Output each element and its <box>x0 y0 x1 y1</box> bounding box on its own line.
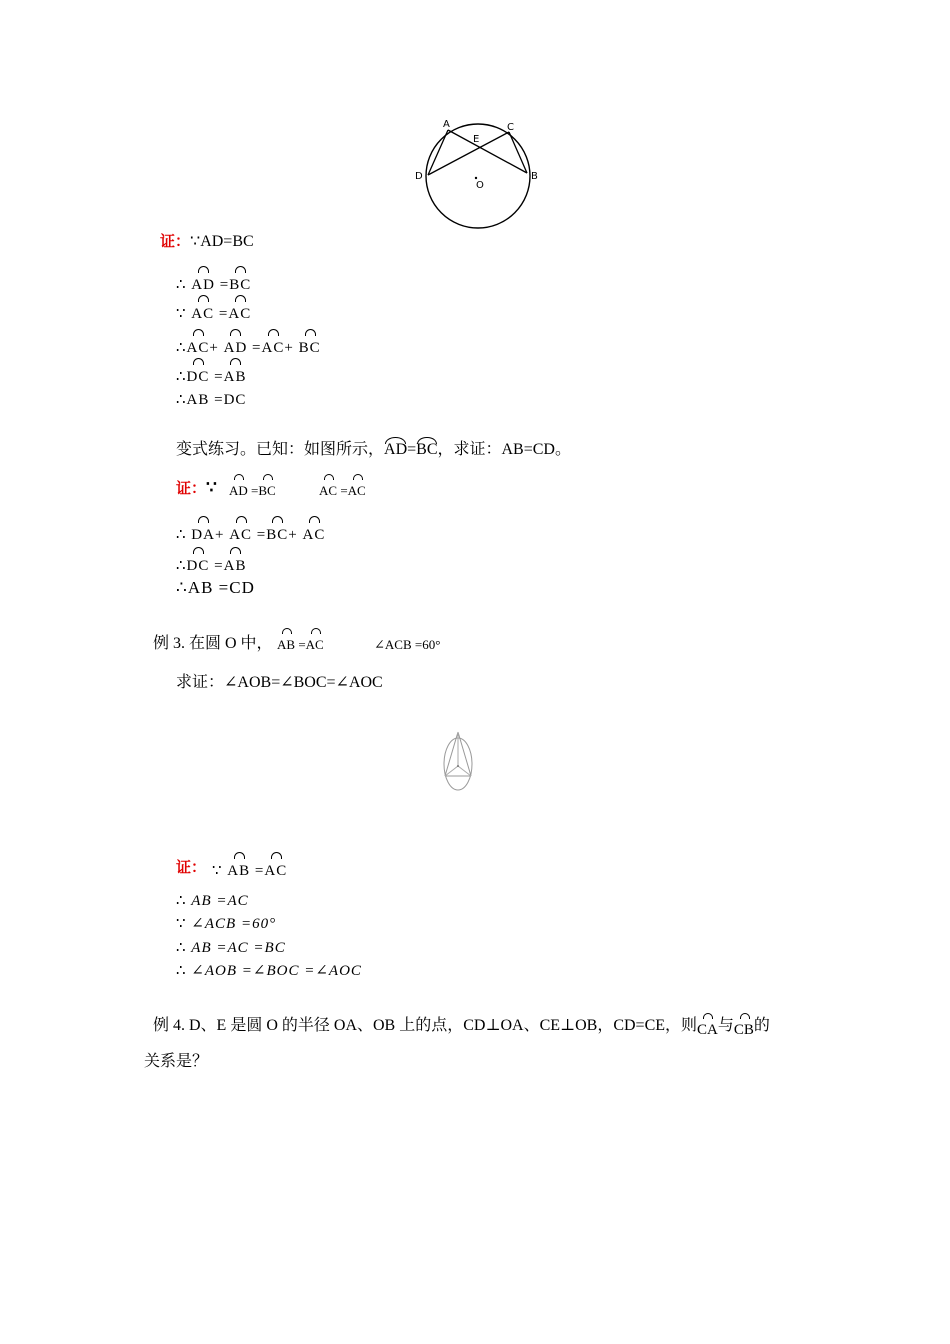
example3-angle: ∠ACB =60° <box>374 637 441 652</box>
circle-figure-2 <box>440 726 476 792</box>
because-symbol: ∵ <box>206 478 217 497</box>
proof2-given-2: AC =AC <box>319 483 366 498</box>
center-dot <box>475 177 477 179</box>
arc-cb: CB <box>733 1022 754 1038</box>
arc-ad: AD <box>384 441 408 458</box>
triangle-left <box>445 732 458 776</box>
chord-ab <box>448 130 527 173</box>
label-d: D <box>415 171 423 182</box>
arc-ac: AC <box>305 637 324 652</box>
proof3-line0 <box>176 856 206 877</box>
arc-bc: BC <box>229 277 252 293</box>
variant-exercise: 变式练习。已知：如图所示，AD=BC，求证：AB=CD。 <box>176 441 571 458</box>
chord-dc <box>428 132 509 175</box>
arc-ad: AD <box>191 277 215 293</box>
arc-ac: AC <box>229 527 253 543</box>
example3-statement: 例 3. 在圆 O 中， <box>153 635 273 652</box>
arc-dc: DC <box>186 558 210 574</box>
proof-label: 证： <box>176 479 207 497</box>
arc-ab: AB <box>227 863 251 879</box>
label-a: A <box>443 119 450 130</box>
arc-ac: AC <box>261 340 285 356</box>
proof2-given-1: AD =BC <box>229 483 276 498</box>
proof2-line1: ∴ DA+ AC =BC+ AC <box>176 527 326 543</box>
label-o: O <box>476 180 484 191</box>
proof2-line0 <box>176 477 217 498</box>
proof1-line1: ∴ AD =BC <box>176 277 252 293</box>
arc-ac: AC <box>302 527 326 543</box>
arc-ac: AC <box>319 483 338 498</box>
arc-bc: BC <box>298 340 321 356</box>
proof1-line2: ∵ AC =AC <box>176 306 252 322</box>
arc-ab: AB <box>223 558 247 574</box>
proof3-line3: ∴ AB =AC =BC <box>176 940 286 956</box>
arc-bc: BC <box>266 527 289 543</box>
proof1-line4: ∴DC =AB <box>176 369 247 385</box>
proof2-line3: ∴AB =CD <box>176 578 255 597</box>
proof-label: 证： <box>160 232 191 250</box>
proof3-line1: ∴ AB =AC <box>176 893 249 909</box>
example4-question: 关系是？ <box>144 1053 209 1070</box>
proof3-line4: ∴ ∠AOB =∠BOC =∠AOC <box>176 963 362 979</box>
triangle-right <box>458 732 471 776</box>
arc-ab: AB <box>277 637 296 652</box>
given-statement: ∵AD=BC <box>190 233 254 250</box>
proof1-line5: ∴AB =DC <box>176 392 247 408</box>
label-e: E <box>473 134 480 145</box>
example4-statement: 例 4. D、E 是圆 O 的半径 OA、OB 上的点，CD⊥OA、CE⊥OB，CD=CE，则CA与CB的 <box>153 1017 770 1038</box>
proof2-line2: ∴DC =AB <box>176 558 247 574</box>
proof-label: 证： <box>176 858 207 876</box>
arc-da: DA <box>191 527 215 543</box>
proof3-given: ∵ AB =AC <box>212 863 288 879</box>
arc-ac: AC <box>228 306 252 322</box>
example3-prove: 求证：∠AOB=∠BOC=∠AOC <box>176 674 383 691</box>
arc-dc: DC <box>186 369 210 385</box>
arc-bc: BC <box>416 441 438 458</box>
label-b: B <box>531 171 538 182</box>
arc-ac: AC <box>191 306 215 322</box>
circle-figure-1 <box>410 112 550 232</box>
arc-ac: AC <box>264 863 288 879</box>
center-dot <box>457 765 459 767</box>
arc-ad: AD <box>223 340 248 356</box>
label-c: C <box>507 122 514 133</box>
arc-ad: AD <box>229 483 248 498</box>
arc-bc: BC <box>258 483 276 498</box>
example3-arcs: AB =AC <box>277 637 324 652</box>
arc-ac: AC <box>347 483 366 498</box>
arc-ab: AB <box>223 369 247 385</box>
arc-ac: AC <box>186 340 210 356</box>
proof1-line3: ∴AC+ AD =AC+ BC <box>176 340 321 356</box>
proof1-line0 <box>160 230 254 251</box>
proof3-line2: ∵ ∠ACB =60° <box>176 916 277 932</box>
arc-ca: CA <box>697 1022 718 1038</box>
